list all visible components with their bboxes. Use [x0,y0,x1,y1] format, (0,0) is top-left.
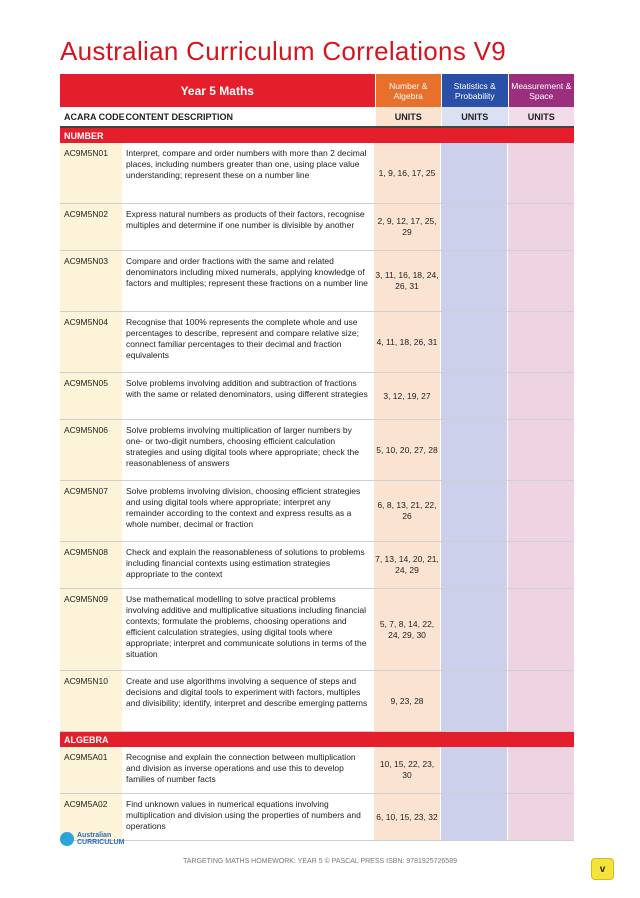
units-number-algebra: 5, 7, 8, 14, 22, 24, 29, 30 [374,589,440,670]
curriculum-logo-icon [60,832,74,846]
table-row [60,143,574,204]
logo-line2: CURRICULUM [77,839,125,846]
units-number-algebra: 4, 11, 18, 26, 31 [374,312,440,372]
units-number-algebra: 1, 9, 16, 17, 25 [374,143,440,203]
units-measurement-space [508,373,574,419]
content-description: Express natural numbers as products of their factors, recognise multiples and determine if one number is divisible by another [122,204,373,250]
col-header-number-algebra: Number & Algebra [376,74,441,107]
acara-code: AC9M5A01 [60,747,122,793]
units-statistics-probability [441,373,507,419]
units-header: UNITS [376,107,441,126]
table-row [60,794,574,841]
units-statistics-probability [441,747,507,793]
units-statistics-probability [441,251,507,311]
content-description-header: CONTENT DESCRIPTION [125,111,234,122]
col-header-statistics-probability: Statistics & Probability [442,74,507,107]
table-row [60,542,574,589]
units-number-algebra: 6, 10, 15, 23, 32 [374,794,440,840]
acara-code: AC9M5N08 [60,542,122,588]
table-row [60,589,574,671]
content-description: Recognise that 100% represents the complete whole and use percentages to describe, represent and compare relative size; connect familiar percentages to their decimal and fraction equivalents [122,312,373,372]
table-row [60,747,574,794]
col-header-measurement-space: Measurement & Space [509,74,574,107]
content-description: Use mathematical modelling to solve practical problems involving additive and multiplicative situations including financial contexts; formulate the problems, choosing operations and efficient calculation strategies, using digital tools where appropriate; interpret and communicate solutions in terms of the situation [122,589,373,670]
correlation-table [60,74,574,841]
page-title: Australian Curriculum Correlations V9 [60,36,507,66]
units-statistics-probability [441,542,507,588]
logo-line1: Australian [77,832,112,839]
acara-code: AC9M5N09 [60,589,122,670]
units-statistics-probability [441,794,507,840]
table-row [60,671,574,732]
units-measurement-space [508,542,574,588]
table-row [60,420,574,481]
units-measurement-space [508,747,574,793]
acara-code: AC9M5N02 [60,204,122,250]
table-row [60,373,574,420]
acara-code: AC9M5N04 [60,312,122,372]
content-description: Interpret, compare and order numbers with more than 2 decimal places, including numbers greater than one, using place value understanding; represent these on a number line [122,143,373,203]
table-row [60,251,574,312]
units-measurement-space [508,794,574,840]
units-number-algebra: 9, 23, 28 [374,671,440,731]
table-row [60,481,574,542]
content-description: Solve problems involving multiplication of larger numbers by one- or two-digit numbers, choosing efficient calculation strategies and using digital tools where appropriate; check the reasonableness of answers [122,420,373,480]
table-header [60,74,574,107]
table-row [60,312,574,373]
acara-code: AC9M5N01 [60,143,122,203]
units-statistics-probability [441,204,507,250]
acara-code: AC9M5N10 [60,671,122,731]
table-row [60,204,574,251]
acara-code: AC9M5N06 [60,420,122,480]
footer-text: TARGETING MATHS HOMEWORK: YEAR 5 © PASCAL PRESS ISBN: 9781925726589 [183,858,457,865]
units-measurement-space [508,312,574,372]
units-number-algebra: 2, 9, 12, 17, 25, 29 [374,204,440,250]
table-subheader [60,107,574,128]
page-number: v [591,858,614,880]
content-description: Create and use algorithms involving a sequence of steps and decisions and digital tools to experiment with factors, multiples and divisibility; identify, interpret and describe emerging patterns [122,671,373,731]
units-header: UNITS [509,107,574,126]
content-description: Solve problems involving division, choosing efficient strategies and using digital tools where appropriate; interpret any remainder according to the context and express results as a whole number, decimal or fraction [122,481,373,541]
units-statistics-probability [441,143,507,203]
units-header: UNITS [442,107,507,126]
units-statistics-probability [441,312,507,372]
acara-code-header: ACARA CODE [64,111,125,122]
units-number-algebra: 3, 12, 19, 27 [374,373,440,419]
acara-code: AC9M5A02 [60,794,122,840]
units-statistics-probability [441,420,507,480]
units-number-algebra: 10, 15, 22, 23, 30 [374,747,440,793]
content-description: Check and explain the reasonableness of solutions to problems including financial contexts using estimation strategies appropriate to the context [122,542,373,588]
content-description: Recognise and explain the connection between multiplication and division as inverse operations and use this to develop families of number facts [122,747,373,793]
units-statistics-probability [441,481,507,541]
year-header: Year 5 Maths [60,74,375,107]
units-number-algebra: 7, 13, 14, 20, 21, 24, 29 [374,542,440,588]
australian-curriculum-logo [60,832,124,846]
units-number-algebra: 5, 10, 20, 27, 28 [374,420,440,480]
units-number-algebra: 6, 8, 13, 21, 22, 26 [374,481,440,541]
units-measurement-space [508,251,574,311]
units-measurement-space [508,204,574,250]
units-measurement-space [508,589,574,670]
units-statistics-probability [441,671,507,731]
section-header: ALGEBRA [60,732,574,747]
acara-code: AC9M5N07 [60,481,122,541]
content-description: Compare and order fractions with the same and related denominators including mixed numerals, applying knowledge of factors and multiples; represent these fractions on a number line [122,251,373,311]
units-measurement-space [508,420,574,480]
units-statistics-probability [441,589,507,670]
units-measurement-space [508,671,574,731]
section-header: NUMBER [60,128,574,143]
content-description: Solve problems involving addition and subtraction of fractions with the same or related denominators, using different strategies [122,373,373,419]
units-number-algebra: 3, 11, 16, 18, 24, 26, 31 [374,251,440,311]
acara-code: AC9M5N03 [60,251,122,311]
units-measurement-space [508,143,574,203]
acara-code: AC9M5N05 [60,373,122,419]
content-description: Find unknown values in numerical equations involving multiplication and division using the properties of numbers and operations [122,794,373,840]
units-measurement-space [508,481,574,541]
